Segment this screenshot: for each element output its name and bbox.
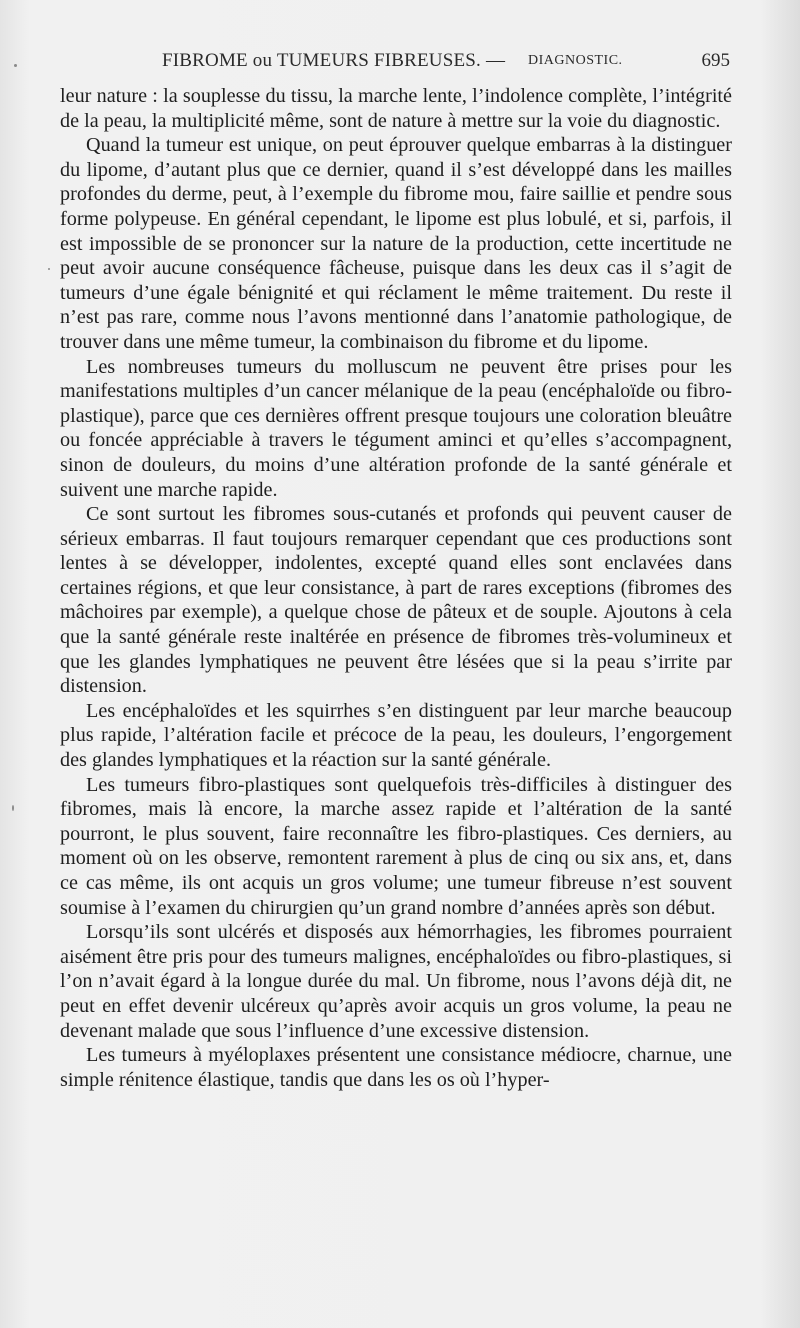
paragraph: Les encéphaloïdes et les squirrhes s’en distinguent par leur marche beaucoup plus rapide, l’altération facile et précoce de la peau, les douleurs, l’engorgement des glandes lymphatiques et la réaction sur la santé générale. xyxy=(60,699,732,772)
paragraph: Les tumeurs fibro-plastiques sont quelquefois très-difficiles à distinguer des fibromes, mais là encore, la marche assez rapide et l’altération de la santé pourront, le plus souvent, faire reconnaître les fibro-plastiques. Ces derniers, au moment où on les observe, remontent rarement à plus de cinq ou six ans, et, dans ce cas même, ils ont acquis un gros volume; une tumeur fibreuse n’est souvent soumise à l’examen du chirurgien qu’un grand nombre d’années après son début. xyxy=(60,773,732,919)
paragraph: Ce sont surtout les fibromes sous-cutanés et profonds qui peuvent causer de sérieux embarras. Il faut toujours remarquer cependant que ces productions sont lentes à se développer, indolentes, excepté quand elles sont enclavées dans certaines régions, et que leur consistance, à part de rares exceptions (fibromes des mâchoires par exemple), a quelque chose de pâteux et de souple. Ajoutons à cela que la santé générale reste inaltérée en présence de fibromes très-volumineux et que les glandes lymphatiques ne peuvent être lésées que si la peau s’irrite par distension. xyxy=(60,503,732,698)
paper-speck xyxy=(14,64,17,67)
paper-speck xyxy=(48,268,50,270)
body-text xyxy=(60,84,732,1092)
paragraph: Les nombreuses tumeurs du molluscum ne peuvent être prises pour les manifestations multiples d’un cancer mélanique de la peau (encéphaloïde ou fibro-plastique), parce que ces dernières offrent presque toujours une coloration bleuâtre ou foncée appréciable à travers le tégument aminci et qu’elles s’accompagnent, sinon de douleurs, du moins d’une altération profonde de la santé générale et suivent une marche rapide. xyxy=(60,355,732,501)
paragraph: Lorsqu’ils sont ulcérés et disposés aux hémorrhagies, les fibromes pourraient aisément être pris pour des tumeurs malignes, encéphaloïdes ou fibro-plastiques, si l’on n’avait égard à la longue durée du mal. Un fibrome, nous l’avons déjà dit, ne peut en effet devenir ulcéreux qu’après avoir acquis un gros volume, la peau ne devenant malade que sous l’influence d’une excessive distension. xyxy=(60,921,732,1042)
running-head-section: DIAGNOSTIC. xyxy=(528,53,623,68)
paragraph: Les tumeurs à myéloplaxes présentent une consistance médiocre, charnue, une simple rénitence élastique, tandis que dans les os où l’hyper- xyxy=(60,1044,732,1091)
running-head-title: FIBROME ou TUMEURS FIBREUSES. — xyxy=(162,50,506,71)
paper-speck xyxy=(12,805,14,811)
paragraph: Quand la tumeur est unique, on peut éprouver quelque embarras à la distinguer du lipome, d’autant plus que ce dernier, quand il s’est développé dans les mailles profondes du derme, peut, à l’exemple du fibrome mou, faire saillie et pendre sous forme polypeuse. En général cependant, le lipome est plus lobulé, et si, parfois, il est impossible de se prononcer sur la nature de la production, cette incertitude ne peut avoir aucune conséquence fâcheuse, puisque dans les deux cas il s’agit de tumeurs d’une égale bénignité et qui réclament le même traitement. Du reste il n’est pas rare, comme nous l’avons mentionné dans l’anatomie pathologique, de trouver dans une même tumeur, la combinaison du fibrome et du lipome. xyxy=(60,134,732,353)
page-number: 695 xyxy=(701,50,730,71)
running-head xyxy=(60,50,730,76)
paragraph: leur nature : la souplesse du tissu, la marche lente, l’indolence complète, l’intégrité de la peau, la multiplicité même, sont de nature à mettre sur la voie du diagnostic. xyxy=(60,85,732,132)
